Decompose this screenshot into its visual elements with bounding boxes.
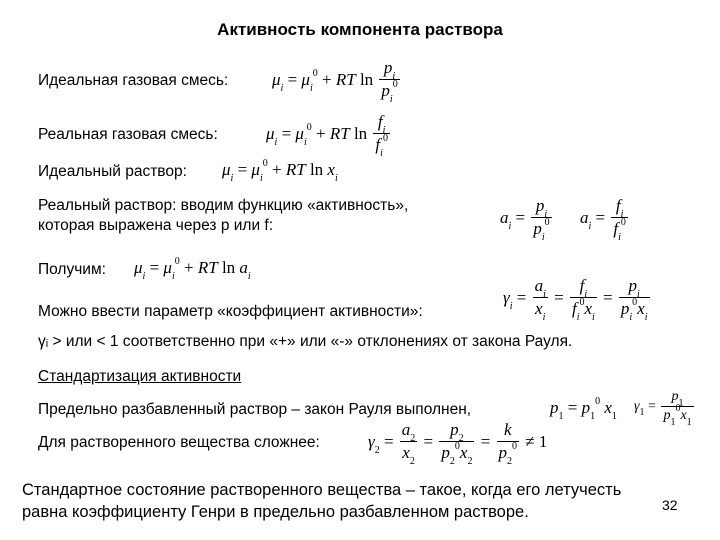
gamma1-formula: $\gamma_1$ = $\frac{p_1}{p_1^0x_1}$	[634, 389, 692, 428]
gamma2-formula: $\gamma_2$ = $\frac{a_2}{x_2}$ = $\frac{p_2}{p_2^0x_2}$ = $\frac{k}{p_2^0}$ ≠ 1	[368, 420, 548, 468]
standard-state-line-1: Стандартное состояние растворенного вещества – такое, когда его летучесть	[22, 481, 622, 499]
ideal-gas-formula: $\mu_i = \mu_i^0$ + RT ln $\frac{p_i}{p_i^0}$	[272, 58, 398, 106]
real-solution-line-2: которая выражена через p или f:	[38, 217, 274, 234]
ideal-solution-label: Идеальный раствор:	[38, 163, 187, 180]
ideal-solution-formula: $\mu_i = \mu_i^0$ + RT $\ln x_i$	[222, 158, 338, 185]
raoult-formula: $p_1 = p_1^0$ $x_1$	[550, 396, 617, 423]
real-gas-formula: $\mu_i = \mu_i^0$ + RT ln $\frac{f_i}{f_i^0}$	[266, 112, 388, 160]
ideal-gas-label: Идеальная газовая смесь:	[38, 72, 229, 89]
page-number: 32	[662, 497, 678, 513]
obtain-label: Получим:	[38, 261, 106, 278]
solute-label: Для растворенного вещества сложнее:	[38, 434, 320, 451]
standardization-heading: Стандартизация активности	[38, 368, 242, 385]
coefficient-label: Можно ввести параметр «коэффициент активности»:	[38, 303, 423, 320]
dilute-solution-label: Предельно разбавленный раствор – закон Рауля выполнен,	[38, 401, 472, 418]
activity-f-formula: $a_i$ = $\frac{f_i}{f_i^0}$	[580, 196, 626, 244]
slide-title: Активность компонента раствора	[217, 20, 503, 39]
gamma-formula: $\gamma_i$ = $\frac{a_i}{x_i}$ = $\frac{f_i}{f_i^0x_i}$ = $\frac{p_i}{p_i^0x_i}$	[503, 276, 648, 324]
real-solution-line-1: Реальный раствор: вводим функцию «активность»,	[38, 197, 409, 214]
standard-state-line-2: равна коэффициенту Генри в предельно разбавленном растворе.	[22, 503, 529, 521]
activity-p-formula: $a_i$ = $\frac{p_i}{p_i^0}$	[500, 196, 550, 244]
real-gas-label: Реальная газовая смесь:	[38, 126, 218, 143]
obtain-formula: $\mu_i = \mu_i^0$ + RT $\ln a_i$	[134, 256, 251, 283]
gamma-deviation-note: γᵢ > или < 1 соответственно при «+» или «-» отклонениях от закона Рауля.	[38, 333, 573, 350]
